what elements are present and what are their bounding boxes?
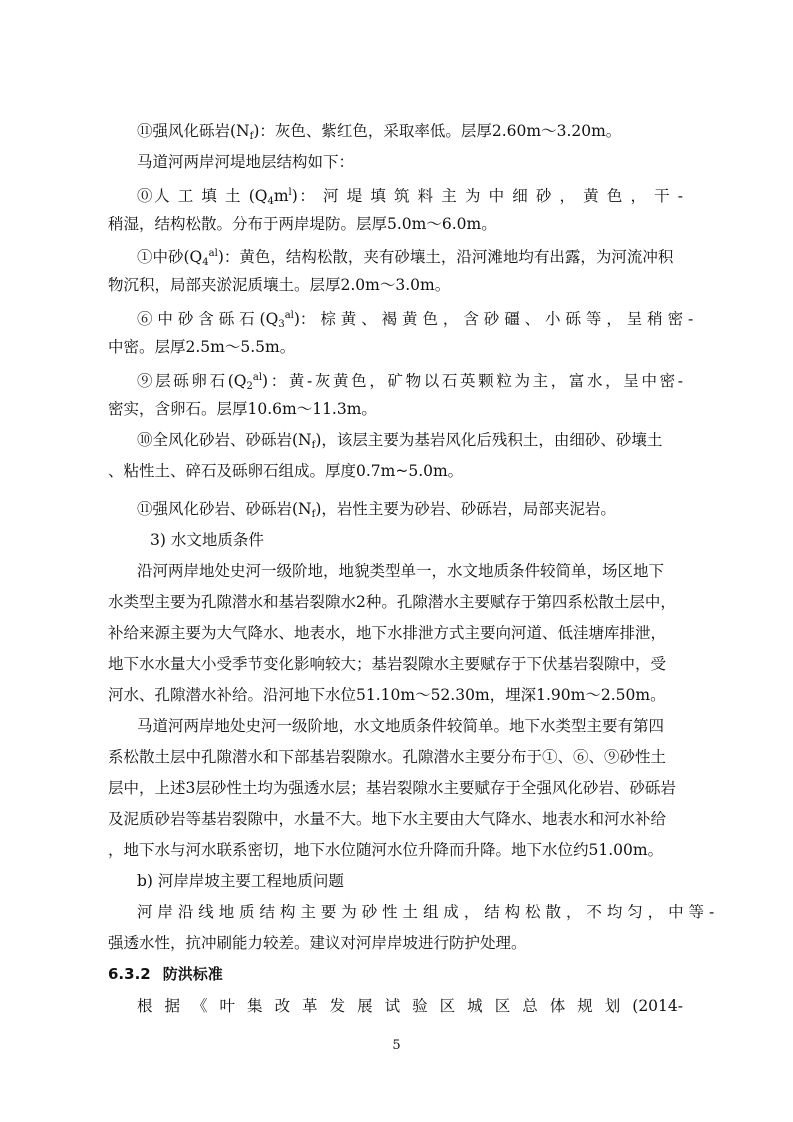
paragraph-line: 沿河两岸地处史河一级阶地，地貌类型单一，水文地质条件较简单，场区地下 [137,562,665,580]
paragraph-line: 河水、孔隙潜水补给。沿河地下水位51.10m～52.30m，埋深1.90m～2.50m。 [108,686,666,704]
paragraph-line: 、粘性土、碎石及砾卵石组成。厚度0.7m~5.0m。 [108,462,464,480]
paragraph-line: ⑪强风化砂岩、砂砾岩$(N_f)$，岩性主要为砂岩、砂砾岩，局部夹泥岩。 [137,500,616,520]
paragraph-line: ，地下水与河水联系密切，地下水位随河水位升降而升降。地下水位约51.00m。 [108,841,664,859]
paragraph-line: ⑩全风化砂岩、砂砾岩$(N_f)$，该层主要为基岩风化后残积土，由细砂、砂壤土 [137,431,663,451]
paragraph-line: 马道河两岸河堤地层结构如下： [137,153,355,171]
paragraph-line: 系松散土层中孔隙潜水和下部基岩裂隙水。孔隙潜水主要分布于①、⑥、⑨砂性土 [108,748,667,766]
paragraph-line: 水类型主要为孔隙潜水和基岩裂隙水2种。孔隙潜水主要赋存于第四系松散土层中， [108,593,676,611]
paragraph-line: ⓪人 工 填 土 $(Q_4m^l)$： 河 堤 填 筑 料 主 为 中 细 砂 ， 黄 色 ， 干 - [137,187,684,207]
paragraph-line: 稍湿，结构松散。分布于两岸堤防。层厚5.0m～6.0m。 [108,215,497,233]
paragraph-line: 强透水性，抗冲刷能力较差。建议对河岸岸坡进行防护处理。 [108,934,527,952]
paragraph-line: 马道河两岸地处史河一级阶地，水文地质条件较简单。地下水类型主要有第四 [137,717,665,735]
paragraph-line: ⑨层砾卵石$(Q_2^{al})$：黄-灰黄色，矿物以石英颗粒为主，富水，呈中密- [137,372,683,392]
paragraph-line: 及泥质砂岩等基岩裂隙中，水量不大。地下水主要由大气降水、地表水和河水补给 [108,810,667,828]
paragraph-line: 河 岸 沿 线 地 质 结 构 主 要 为 砂 性 土 组 成 ， 结 构 松 散 ， 不 均 匀 ， 中 等 - [137,903,715,921]
page-number: 5 [392,1038,401,1053]
paragraph-line: 物沉积，局部夹淤泥质壤土。层厚2.0m～3.0m。 [108,276,451,294]
paragraph-line: 地下水水量大小受季节变化影响较大；基岩裂隙水主要赋存于下伏基岩裂隙中，受 [108,655,667,673]
section-heading: 3) 水文地质条件 [150,531,264,549]
section-title: 6.3.2 防洪标准 [108,965,223,983]
paragraph-line: 层中，上述3层砂性土均为强透水层；基岩裂隙水主要赋存于全强风化砂岩、砂砾岩 [108,779,676,797]
paragraph-line: ⑥ 中 砂 含 砾 石 $(Q_3^{al})$： 棕 黄 、 褐 黄 色 ， 含 砂 礓 、 小 砾 等 ， 呈 稍 密 - [137,310,694,330]
paragraph-line: 补给来源主要为大气降水、地表水，地下水排泄方式主要向河道、低洼塘库排泄， [108,624,667,642]
paragraph-line: ①中砂$(Q_4^{al})$：黄色，结构松散，夹有砂壤土，沿河滩地均有出露，为河流冲积 [137,248,674,268]
paragraph-line: 密实，含卵石。层厚10.6m～11.3m。 [108,400,377,418]
paragraph-line: 根 据 《 叶 集 改 革 发 展 试 验 区 城 区 总 体 规 划 (2014- [137,997,683,1015]
section-heading: b) 河岸岸坡主要工程地质问题 [137,872,344,890]
paragraph-line: 中密。层厚2.5m～5.5m。 [108,338,296,356]
paragraph-line: ⑪强风化砾岩$(N_f)$：灰色、紫红色，采取率低。层厚2.60m～3.20m。 [137,122,622,142]
